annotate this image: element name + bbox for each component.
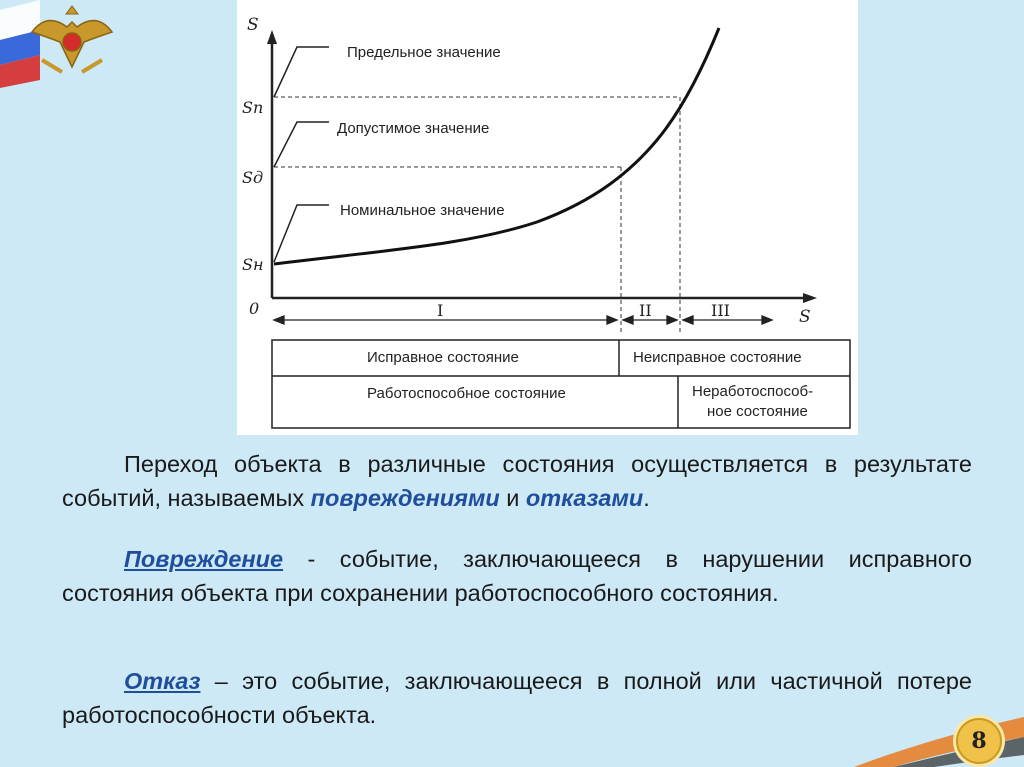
interval-1: I	[437, 301, 444, 320]
state-operable: Работоспособное состояние	[367, 385, 566, 402]
state-diagram	[237, 0, 858, 435]
callout-limit: Предельное значение	[347, 44, 501, 61]
y-mark-allowed: Sд	[242, 168, 264, 187]
paragraph-transition: Переход объекта в различные состояния осуществляется в результате событий, называемых повреждениями и отказами.	[62, 451, 972, 511]
y-mark-limit: Sп	[242, 98, 264, 117]
term-damages: повреждениями	[310, 485, 500, 511]
state-serviceable: Исправное состояние	[367, 349, 519, 366]
state-unserviceable: Неисправное состояние	[633, 349, 802, 366]
page-number-badge: 8	[956, 718, 1002, 764]
y-axis-label: S	[247, 15, 259, 35]
paragraph-damage-definition: Повреждение - событие, заключающееся в нарушении исправного состояния объекта при сохранении работоспособного состояния.	[62, 546, 972, 606]
callout-allowed: Допустимое значение	[337, 120, 490, 137]
y-mark-nominal: Sн	[242, 255, 264, 274]
origin-label: 0	[249, 299, 260, 318]
state-curve	[274, 28, 719, 264]
interval-3: III	[711, 301, 730, 320]
x-axis-label: S	[799, 307, 811, 327]
callout-nominal: Номинальное значение	[340, 202, 505, 219]
interval-2: II	[639, 301, 652, 320]
paragraph-failure-definition: Отказ – это событие, заключающееся в полной или частичной потере работоспособности объекта.	[62, 668, 972, 728]
diagram-svg	[237, 0, 858, 435]
state-inoperable-line2: ное состояние	[707, 403, 808, 420]
term-failure: Отказ	[124, 668, 201, 694]
state-inoperable-line1: Неработоспособ-	[692, 383, 814, 400]
eagle-emblem-icon	[0, 0, 120, 90]
term-failures: отказами	[525, 485, 644, 511]
term-damage: Повреждение	[124, 546, 284, 572]
